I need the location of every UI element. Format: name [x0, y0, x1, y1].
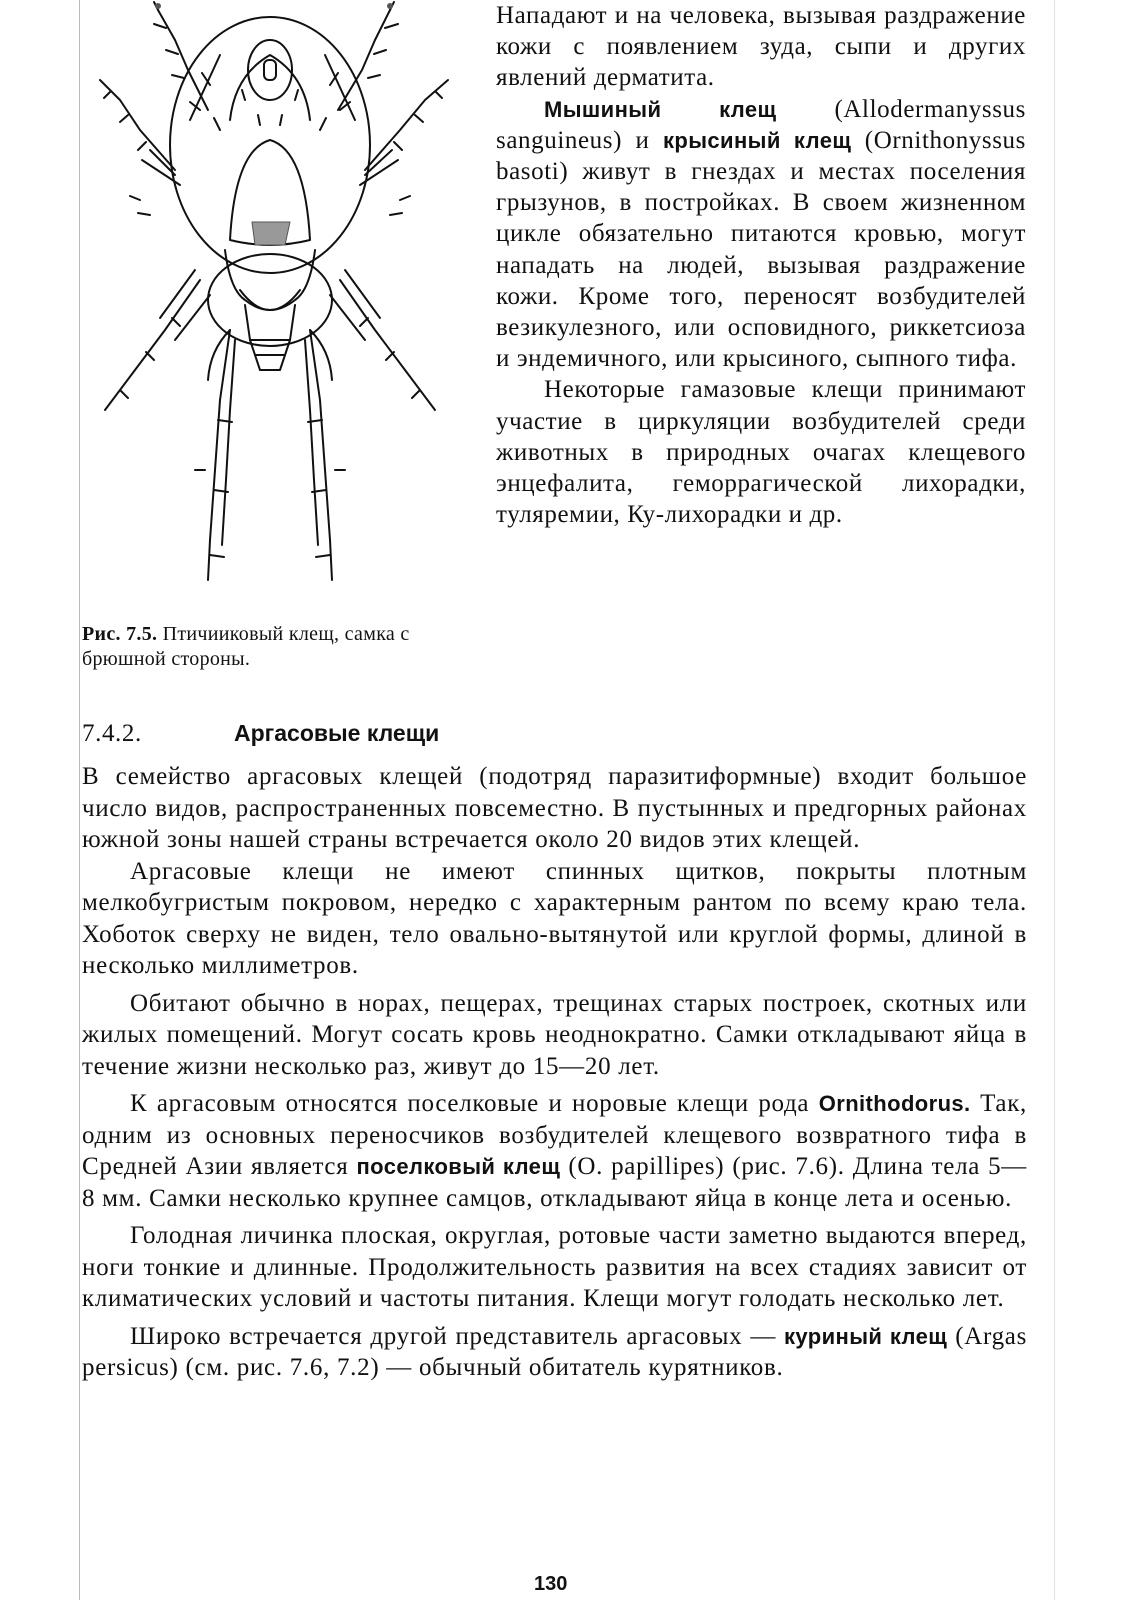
paragraph [82, 1088, 1027, 1214]
paragraph: Голодная личинка плоская, округлая, ротовые части заметно выдаются вперед, ноги тонкие и длинные. Продолжительность развития на всех стадиях зависит от климатических условий и частоты питания. Клещи могут голодать несколько лет. [82, 1222, 1027, 1312]
figure-caption [82, 622, 467, 672]
main-body-text [82, 761, 1027, 1384]
bold-term: Мышиный клещ [544, 96, 777, 122]
paragraph-text: (Allodermanyssus sanguineus) и [496, 95, 1026, 154]
paragraph-text: К аргасовым относятся поселковые и норовые клещи рода [130, 1090, 819, 1117]
paragraph: Аргасовые клещи не имеют спинных щитков, покрыты плотным мелкобугристым покровом, нередко с характерным рантом по всему краю тела. Хоботок сверху не виден, тело овально-вытянутой или круглой формы, длиной в несколько миллиметров. [82, 857, 1027, 979]
paragraph-text: Так, одним из основных переносчиков возбудителей клещевого возвратного тифа в Средней Азии является [82, 1090, 1028, 1180]
paragraph [82, 1321, 1027, 1384]
section-heading [82, 718, 982, 749]
paragraph-text: (O. papillipes) (рис. 7.6). Длина тела 5—8 мм. Самки несколько крупнее самцов, откладывают яйца в конце лета и осенью. [82, 1153, 1027, 1212]
section-title: Аргасовые клещи [234, 720, 440, 746]
paragraph-text: Широко встречается другой представитель аргасовых — [130, 1322, 785, 1350]
caption-text: Птичииковый клещ, самка с брюшной стороны. [82, 623, 410, 670]
section-number: 7.4.2. [82, 720, 142, 747]
mite-ventral-view-icon [80, 0, 468, 610]
page-number: 130 [534, 1573, 568, 1595]
bold-term: Ornithodorus. [818, 1091, 971, 1116]
paragraph: Некоторые гамазовые клещи принимают участие в циркуляции возбудителей среди животных в природных очагах клещевого энцефалита, геморрагической лихорадки, туляремии, Ку-лихорадки и др. [496, 376, 1026, 529]
paragraph: Обитают обычно в норах, пещерах, трещинах старых построек, скотных или жилых помещений. Могут сосать кровь неоднократно. Самки откладывают яйца в течение жизни несколько раз, живут до 15—20 лет. [82, 989, 1027, 1080]
bold-term: крысиный клещ [662, 127, 852, 153]
page-edge-line-right [1054, 0, 1055, 1600]
bold-term: куриный клещ [784, 1323, 948, 1349]
paragraph: Нападают и на человека, вызывая раздражение кожи с появлением зуда, сыпи и других явлений дерматита. [496, 2, 1026, 92]
caption-label: Рис. 7.5. [82, 623, 158, 645]
paragraph-text: (Argas persicus) (см. рис. 7.6, 7.2) — обычный обитатель курятников. [82, 1322, 1028, 1381]
paragraph-text: (Ornithonyssus basoti) живут в гнездах и местах поселения грызунов, в постройках. В своем жизненном цикле обязательно питаются кровью, могут нападать на людей, вызывая раздражение кожи. Кроме того, переносят возбудителей везикулезного, или осповидного, риккетсиоза и эндемичного, или крысиного, сыпного тифа. [496, 126, 1026, 373]
right-column-text [496, 0, 1026, 530]
mite-illustration [80, 0, 468, 610]
paragraph [496, 94, 1026, 375]
paragraph: В семейство аргасовых клещей (подотряд паразитиформные) входит большое число видов, распространенных повсеместно. В пустынных и предгорных районах южной зоны нашей страны встречается около 20 видов этих клещей. [82, 763, 1027, 853]
bold-term: поселковый клещ [356, 1154, 561, 1179]
